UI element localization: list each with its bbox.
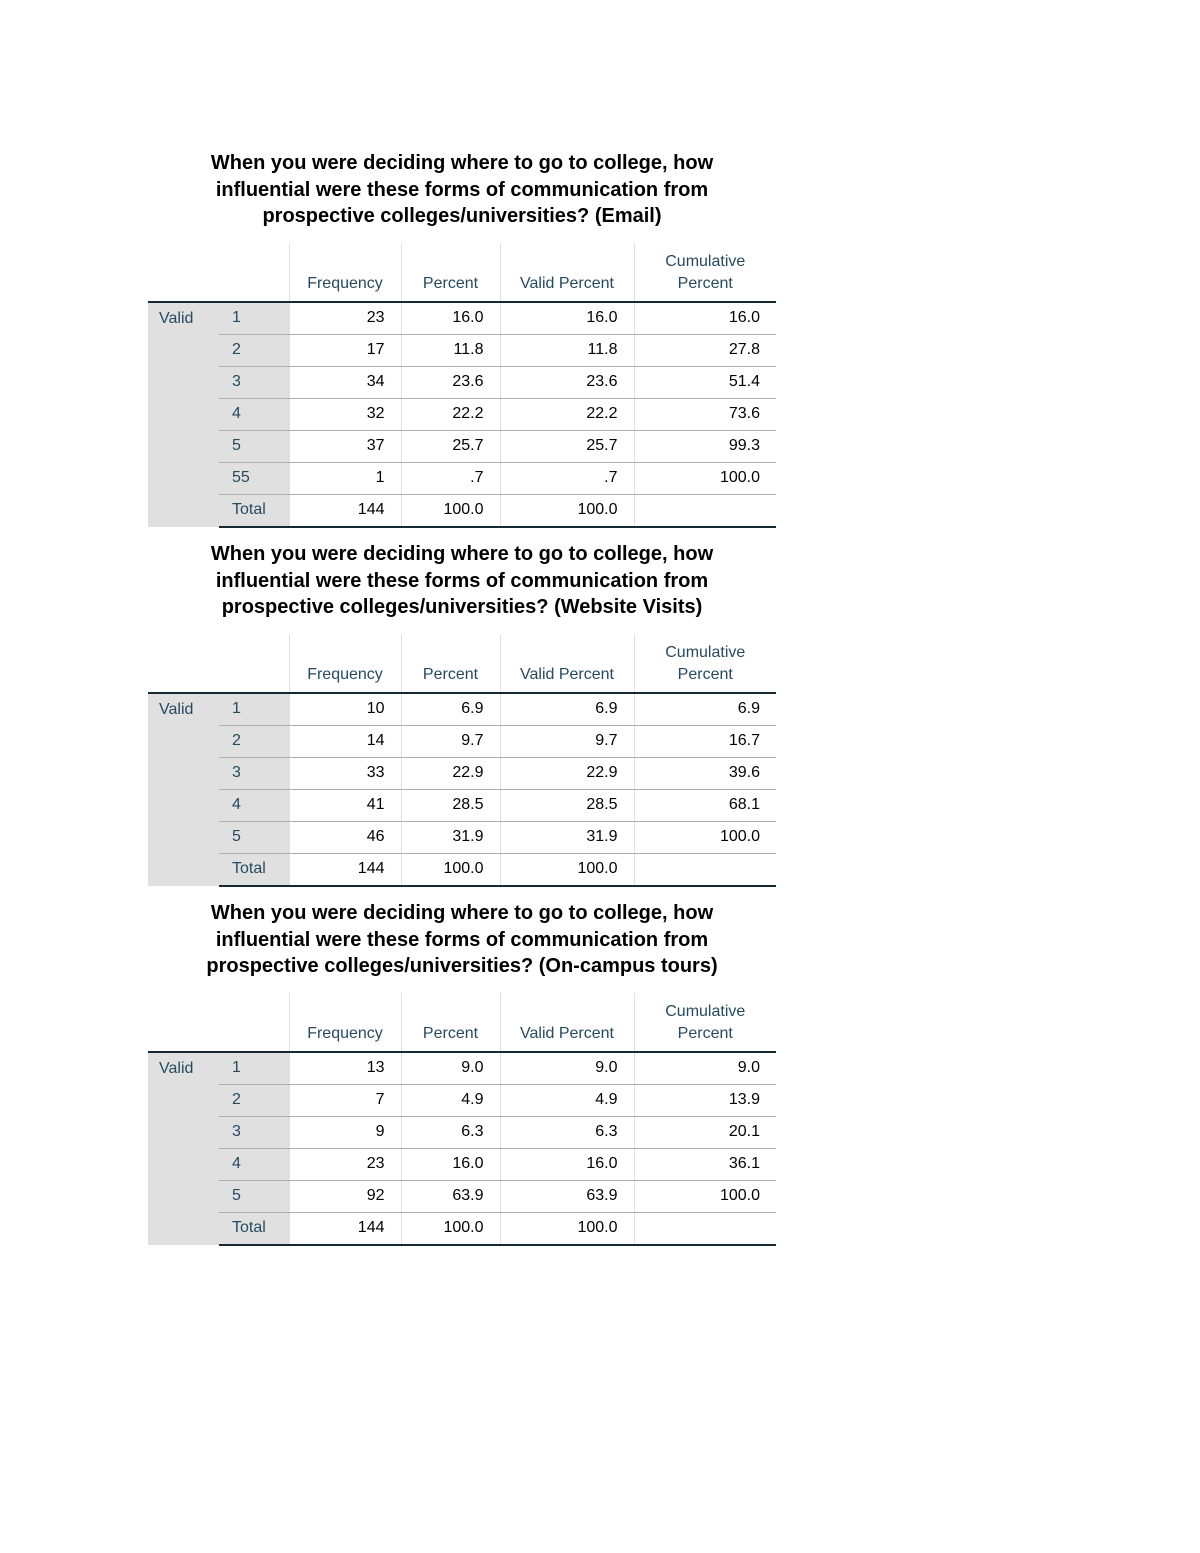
frequency-cell: 33: [289, 757, 401, 789]
valid-percent-cell: 100.0: [500, 494, 634, 527]
frequency-cell: 10: [289, 693, 401, 726]
percent-cell: 23.6: [401, 366, 500, 398]
percent-cell: 100.0: [401, 494, 500, 527]
title-line: influential were these forms of communication from: [215, 569, 709, 592]
header-row: [148, 243, 776, 302]
header-cumulative-line: Cumulative: [665, 252, 746, 270]
valid-percent-cell: 31.9: [500, 821, 634, 853]
row-label: Total: [219, 1212, 289, 1245]
header-cumulative-line: Cumulative: [665, 643, 746, 661]
percent-cell: 100.0: [401, 1212, 500, 1245]
cumulative-percent-cell: 16.0: [634, 302, 776, 335]
header-cumulative-percent: [634, 634, 776, 693]
cumulative-percent-cell: 68.1: [634, 789, 776, 821]
table-row: [148, 1052, 776, 1085]
table-title: [148, 541, 776, 621]
table-title: [148, 900, 776, 980]
frequency-cell: 144: [289, 853, 401, 886]
cumulative-percent-cell: 16.7: [634, 725, 776, 757]
valid-percent-cell: 11.8: [500, 334, 634, 366]
percent-cell: 28.5: [401, 789, 500, 821]
valid-percent-cell: 22.2: [500, 398, 634, 430]
table-title: [148, 150, 776, 230]
header-cumulative-percent: [634, 993, 776, 1052]
percent-cell: 9.0: [401, 1052, 500, 1085]
header-frequency: Frequency: [289, 243, 401, 302]
valid-percent-cell: 4.9: [500, 1084, 634, 1116]
row-label: 4: [219, 398, 289, 430]
title-line: influential were these forms of communication from: [215, 928, 709, 951]
cumulative-percent-cell: 73.6: [634, 398, 776, 430]
header-blank: [148, 634, 289, 693]
header-percent: Percent: [401, 634, 500, 693]
table-row: [148, 1148, 776, 1180]
percent-cell: 100.0: [401, 853, 500, 886]
percent-cell: 4.9: [401, 1084, 500, 1116]
header-row: [148, 634, 776, 693]
header-valid-percent: Valid Percent: [500, 243, 634, 302]
row-label: 5: [219, 821, 289, 853]
percent-cell: 22.9: [401, 757, 500, 789]
row-label: 1: [219, 693, 289, 726]
cumulative-percent-cell: 6.9: [634, 693, 776, 726]
valid-percent-cell: 6.9: [500, 693, 634, 726]
valid-percent-cell: 16.0: [500, 1148, 634, 1180]
valid-label: Valid: [148, 693, 219, 886]
header-cumulative-line: Cumulative: [665, 1002, 746, 1020]
row-label: 5: [219, 430, 289, 462]
frequency-cell: 17: [289, 334, 401, 366]
percent-cell: 16.0: [401, 302, 500, 335]
title-line: When you were deciding where to go to college, how: [210, 152, 714, 174]
valid-percent-cell: .7: [500, 462, 634, 494]
valid-percent-cell: 25.7: [500, 430, 634, 462]
title-line: influential were these forms of communication from: [215, 178, 709, 201]
row-label: 3: [219, 757, 289, 789]
percent-cell: 63.9: [401, 1180, 500, 1212]
table-row: [148, 693, 776, 726]
frequency-cell: 14: [289, 725, 401, 757]
total-row: [148, 494, 776, 527]
percent-cell: 31.9: [401, 821, 500, 853]
frequency-cell: 34: [289, 366, 401, 398]
header-blank: [148, 243, 289, 302]
header-percent: Percent: [401, 243, 500, 302]
frequency-cell: 92: [289, 1180, 401, 1212]
frequency-table: [148, 993, 776, 1246]
frequency-cell: 9: [289, 1116, 401, 1148]
title-line: prospective colleges/universities? (Email): [262, 205, 662, 227]
valid-percent-cell: 63.9: [500, 1180, 634, 1212]
cumulative-percent-cell: 100.0: [634, 1180, 776, 1212]
total-row: [148, 853, 776, 886]
table-row: [148, 398, 776, 430]
frequency-cell: 13: [289, 1052, 401, 1085]
table-row: [148, 462, 776, 494]
frequency-table: [148, 634, 776, 887]
frequency-cell: 144: [289, 1212, 401, 1245]
frequency-cell: 23: [289, 1148, 401, 1180]
table-row: [148, 366, 776, 398]
row-label: 3: [219, 366, 289, 398]
title-line: When you were deciding where to go to college, how: [210, 902, 714, 924]
row-label: 55: [219, 462, 289, 494]
valid-percent-cell: 22.9: [500, 757, 634, 789]
cumulative-percent-cell: 20.1: [634, 1116, 776, 1148]
table-row: [148, 757, 776, 789]
table-row: [148, 821, 776, 853]
title-line: When you were deciding where to go to college, how: [210, 543, 714, 565]
row-label: 4: [219, 789, 289, 821]
cumulative-percent-cell: 39.6: [634, 757, 776, 789]
valid-percent-cell: 9.7: [500, 725, 634, 757]
frequency-cell: 7: [289, 1084, 401, 1116]
header-frequency: Frequency: [289, 634, 401, 693]
header-row: [148, 993, 776, 1052]
frequency-cell: 1: [289, 462, 401, 494]
valid-percent-cell: 23.6: [500, 366, 634, 398]
percent-cell: 6.9: [401, 693, 500, 726]
table-row: [148, 725, 776, 757]
header-valid-percent: Valid Percent: [500, 634, 634, 693]
valid-percent-cell: 100.0: [500, 1212, 634, 1245]
frequency-cell: 46: [289, 821, 401, 853]
percent-cell: 25.7: [401, 430, 500, 462]
cumulative-percent-cell: [634, 1212, 776, 1245]
header-valid-percent: Valid Percent: [500, 993, 634, 1052]
table-row: [148, 1116, 776, 1148]
valid-percent-cell: 16.0: [500, 302, 634, 335]
cumulative-percent-cell: 51.4: [634, 366, 776, 398]
table-row: [148, 334, 776, 366]
row-label: 5: [219, 1180, 289, 1212]
valid-label: Valid: [148, 1052, 219, 1245]
row-label: 1: [219, 302, 289, 335]
valid-percent-cell: 28.5: [500, 789, 634, 821]
header-cumulative-line: Percent: [677, 665, 733, 683]
valid-percent-cell: 9.0: [500, 1052, 634, 1085]
header-blank: [148, 993, 289, 1052]
cumulative-percent-cell: [634, 494, 776, 527]
frequency-table-on-campus-tours: [148, 900, 776, 1246]
cumulative-percent-cell: 27.8: [634, 334, 776, 366]
total-row: [148, 1212, 776, 1245]
table-row: [148, 430, 776, 462]
title-line: prospective colleges/universities? (Website Visits): [221, 596, 703, 618]
valid-percent-cell: 100.0: [500, 853, 634, 886]
cumulative-percent-cell: 99.3: [634, 430, 776, 462]
cumulative-percent-cell: [634, 853, 776, 886]
cumulative-percent-cell: 9.0: [634, 1052, 776, 1085]
row-label: 2: [219, 1084, 289, 1116]
header-frequency: Frequency: [289, 993, 401, 1052]
table-row: [148, 789, 776, 821]
percent-cell: 11.8: [401, 334, 500, 366]
cumulative-percent-cell: 100.0: [634, 821, 776, 853]
frequency-table: [148, 243, 776, 528]
table-row: [148, 1180, 776, 1212]
percent-cell: 9.7: [401, 725, 500, 757]
row-label: 1: [219, 1052, 289, 1085]
cumulative-percent-cell: 36.1: [634, 1148, 776, 1180]
frequency-cell: 32: [289, 398, 401, 430]
percent-cell: 22.2: [401, 398, 500, 430]
table-row: [148, 1084, 776, 1116]
valid-label: Valid: [148, 302, 219, 527]
row-label: 3: [219, 1116, 289, 1148]
header-cumulative-line: Percent: [677, 274, 733, 292]
frequency-cell: 37: [289, 430, 401, 462]
percent-cell: 6.3: [401, 1116, 500, 1148]
frequency-table-website-visits: [148, 541, 776, 887]
percent-cell: .7: [401, 462, 500, 494]
title-line: prospective colleges/universities? (On-campus tours): [206, 955, 718, 977]
row-label: 2: [219, 725, 289, 757]
row-label: Total: [219, 853, 289, 886]
percent-cell: 16.0: [401, 1148, 500, 1180]
header-cumulative-line: Percent: [677, 1024, 733, 1042]
frequency-cell: 23: [289, 302, 401, 335]
header-percent: Percent: [401, 993, 500, 1052]
valid-percent-cell: 6.3: [500, 1116, 634, 1148]
frequency-cell: 144: [289, 494, 401, 527]
row-label: 4: [219, 1148, 289, 1180]
frequency-table-email: [148, 150, 776, 528]
frequency-cell: 41: [289, 789, 401, 821]
cumulative-percent-cell: 13.9: [634, 1084, 776, 1116]
row-label: Total: [219, 494, 289, 527]
cumulative-percent-cell: 100.0: [634, 462, 776, 494]
header-cumulative-percent: [634, 243, 776, 302]
row-label: 2: [219, 334, 289, 366]
table-row: [148, 302, 776, 335]
